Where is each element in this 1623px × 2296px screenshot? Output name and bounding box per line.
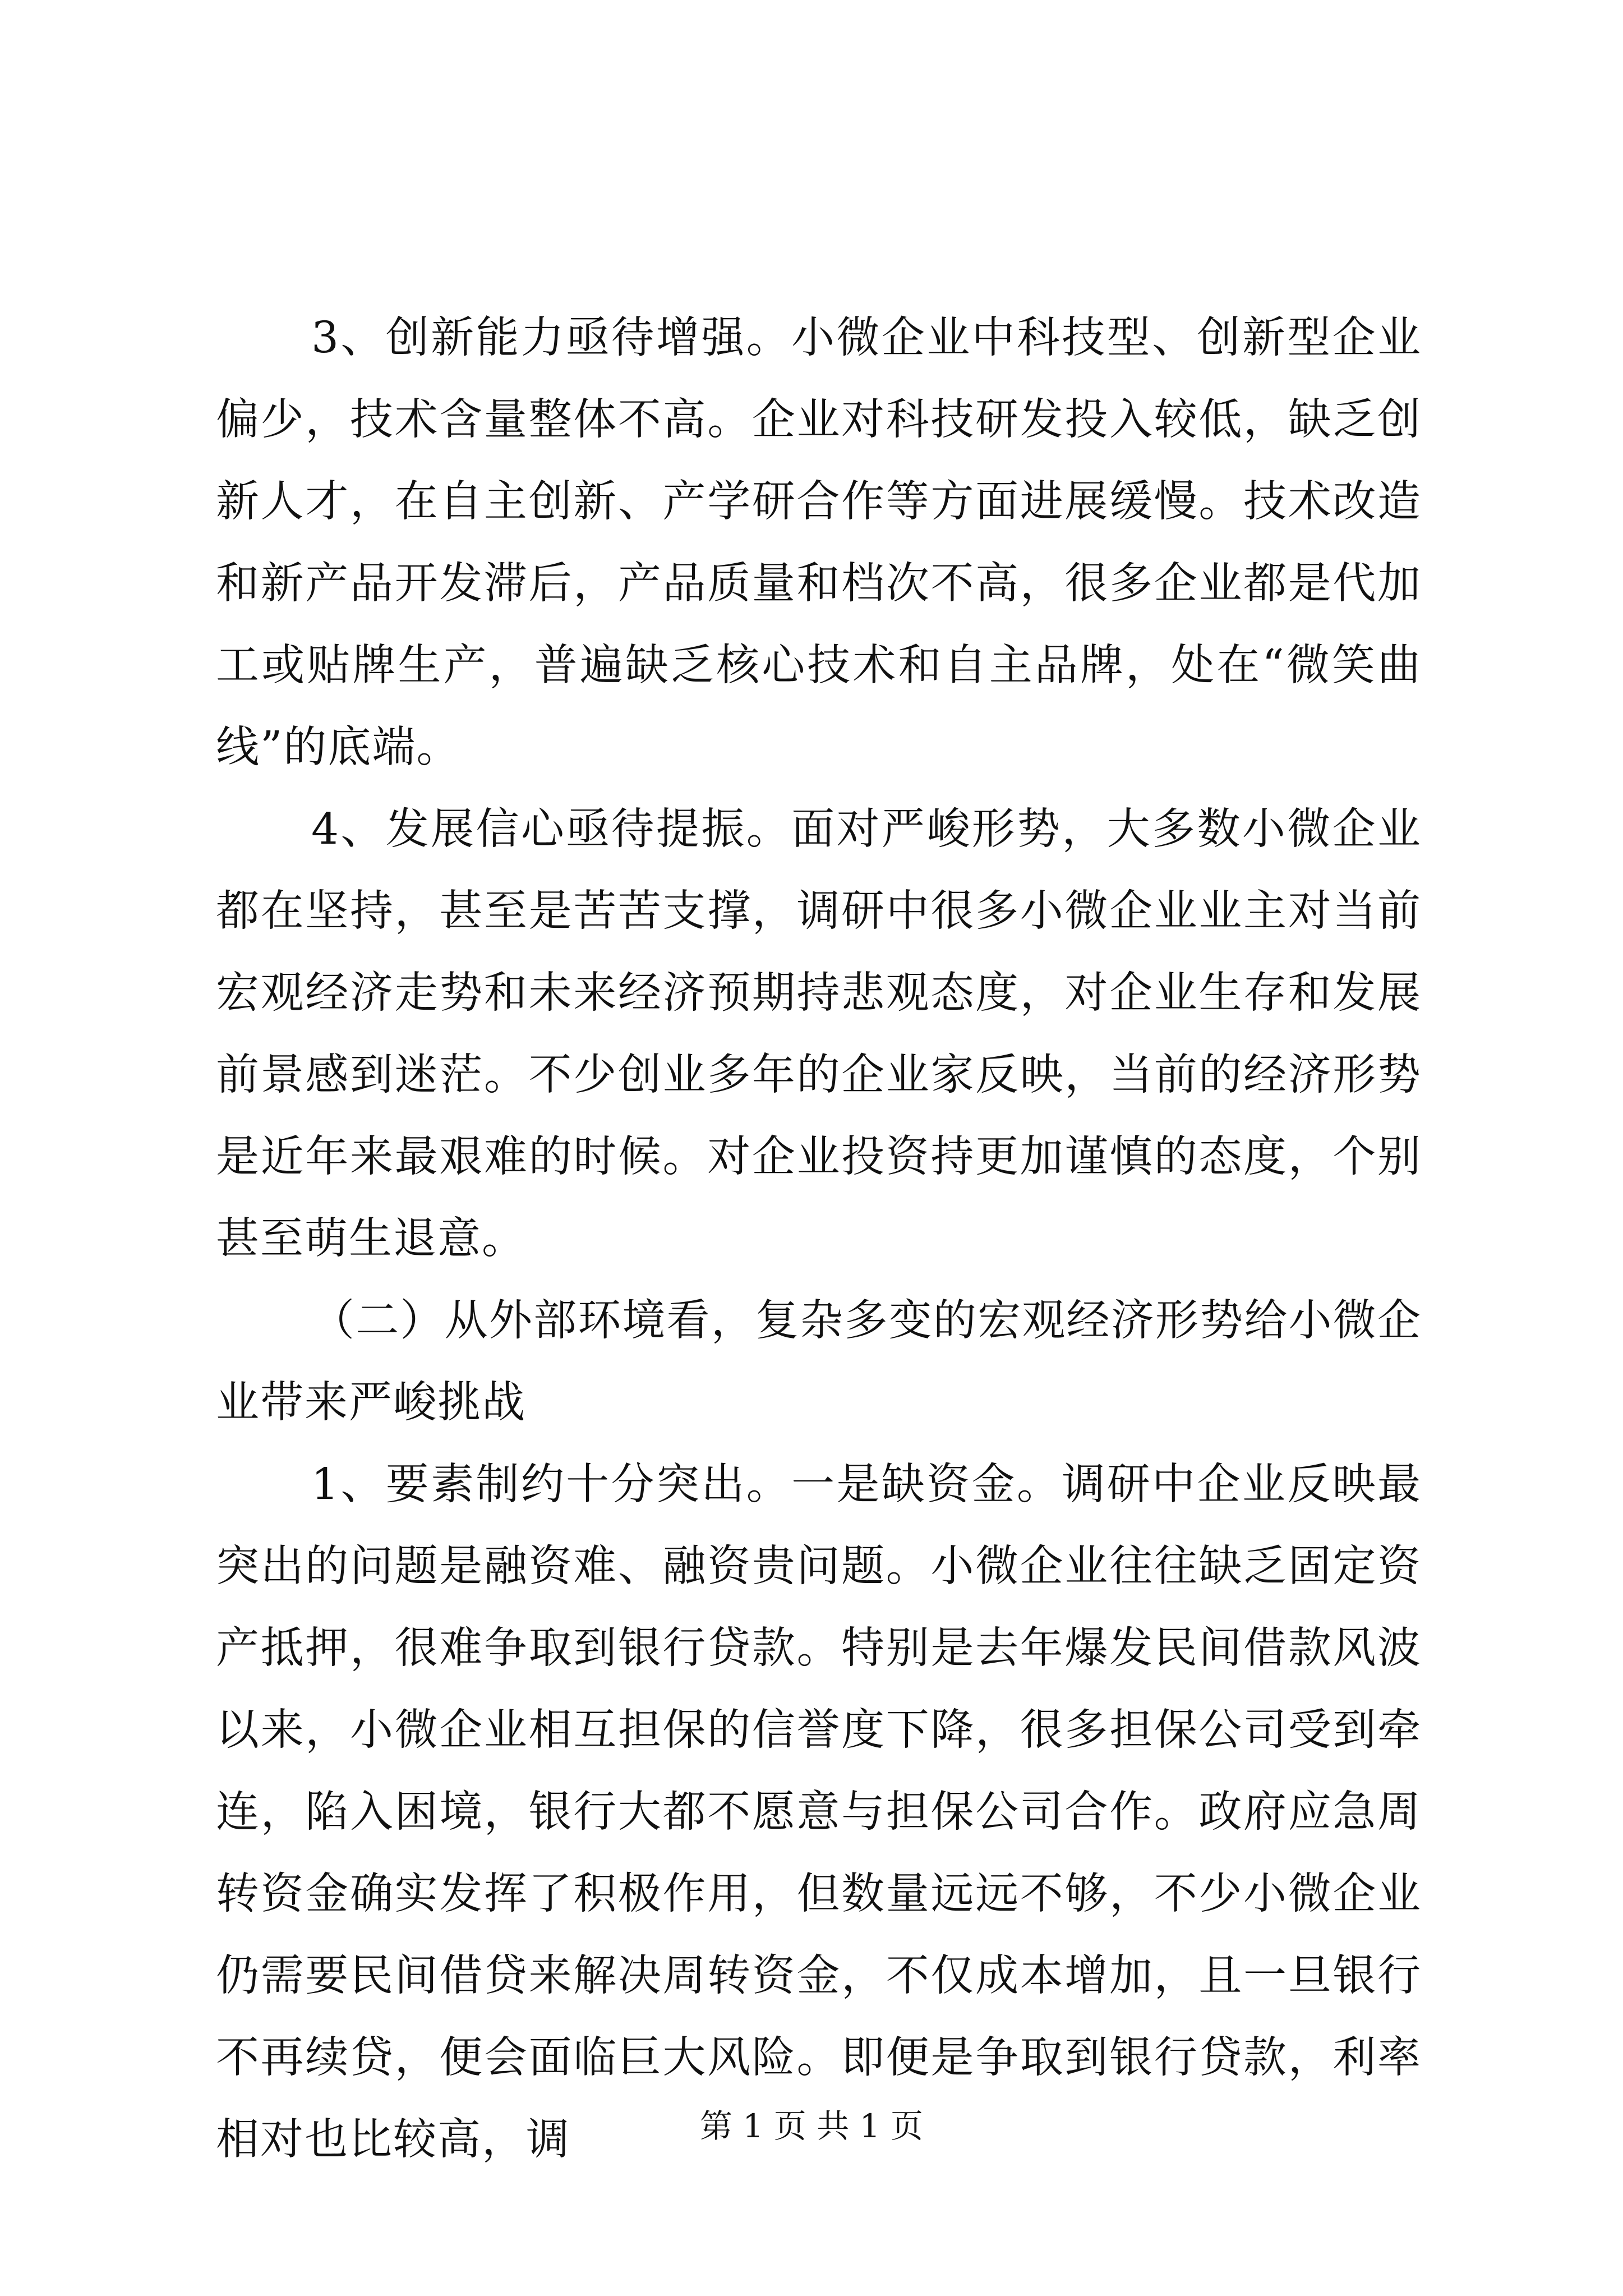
section-heading-external-environment [216,1280,1422,1444]
paragraph-factor-constraints [216,1444,1422,2181]
document-body [216,297,1422,2181]
paragraph-number: 3、 [311,313,386,363]
paragraph-text: 发展信心亟待提振。面对严峻形势，大多数小微企业都在坚持，甚至是苦苦支撑，调研中很多小微企业业主对当前宏观经济走势和未来经济预期持悲观态度，对企业生存和发展前景感到迷茫。不少创业多年的企业家反映，当前的经济形势是近年来最艰难的时候。对企业投资持更加谨慎的态度，个别甚至萌生退意。 [216,804,1422,1264]
paragraph-text: 创新能力亟待增强。小微企业中科技型、创新型企业偏少，技术含量整体不高。企业对科技研发投入较低，缺乏创新人才，在自主创新、产学研合作等方面进展缓慢。技术改造和新产品开发滞后，产品质量和档次不高，很多企业都是代加工或贴牌生产，普遍缺乏核心技术和自主品牌，处在“微笑曲线”的底端。 [216,313,1422,772]
paragraph-innovation [216,297,1422,789]
paragraph-number: 1、 [311,1460,386,1510]
paragraph-text: 要素制约十分突出。一是缺资金。调研中企业反映最突出的问题是融资难、融资贵问题。小微企业往往缺乏固定资产抵押，很难争取到银行贷款。特别是去年爆发民间借款风波以来，小微企业相互担保的信誉度下降，很多担保公司受到牵连，陷入困境，银行大都不愿意与担保公司合作。政府应急周转资金确实发挥了积极作用，但数量远远不够，不少小微企业仍需要民间借贷来解决周转资金，不仅成本增加，且一旦银行不再续贷，便会面临巨大风险。即便是争取到银行贷款，利率相对也比较高，调 [216,1460,1422,2165]
page-number-label: 第 1 页 共 1 页 [700,2107,923,2145]
page-footer [0,2106,1623,2146]
paragraph-confidence [216,789,1422,1280]
paragraph-number: 4、 [311,804,386,854]
paragraph-text: （二）从外部环境看，复杂多变的宏观经济形势给小微企业带来严峻挑战 [216,1296,1422,1428]
